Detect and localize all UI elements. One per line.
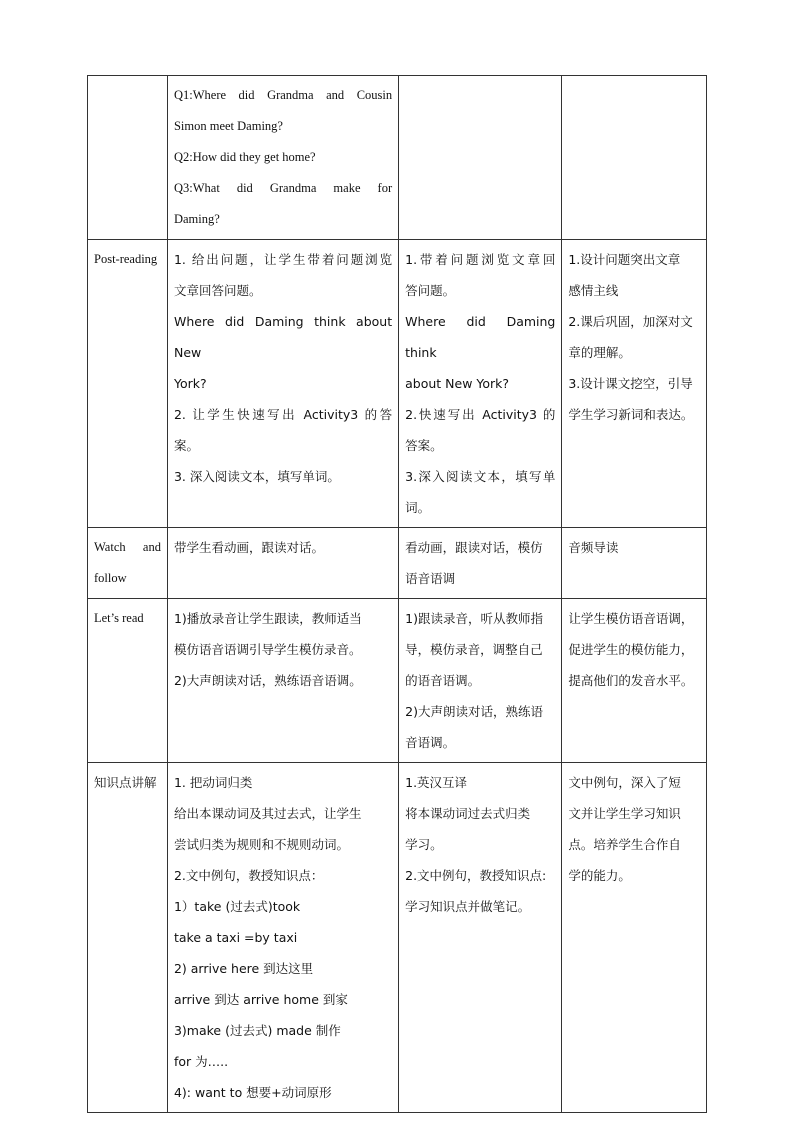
text-line: 学的能力。 xyxy=(568,868,631,883)
table-row xyxy=(88,240,707,528)
text-line: 促进学生的模仿能力， xyxy=(568,642,694,657)
design-purpose-cell xyxy=(562,240,707,528)
text-line: 3.设计课文挖空，引导 xyxy=(568,376,693,391)
stage-cell xyxy=(88,76,168,240)
teacher-activity-cell xyxy=(167,240,398,528)
text-line: 1. 把动词归类 xyxy=(173,775,253,790)
student-activity-cell xyxy=(399,76,562,240)
stage-label: 知识点讲解 xyxy=(94,775,157,790)
text-line: Where did Daming think about New xyxy=(173,314,393,360)
design-purpose-cell xyxy=(562,763,707,1113)
student-activity-cell xyxy=(399,599,562,763)
text-line: 词。 xyxy=(405,500,431,515)
text-line: Where did Daming think xyxy=(405,314,556,360)
teacher-activity-cell xyxy=(167,599,398,763)
text-line: Simon meet Daming? xyxy=(173,119,283,133)
text-line: 音频导读 xyxy=(568,540,619,555)
text-line: for 为….. xyxy=(173,1054,229,1069)
text-line: 1.带着问题浏览文章回 xyxy=(405,252,556,267)
text-line: 模仿语音语调引导学生模仿录音。 xyxy=(173,642,362,657)
text-line: take a taxi =by taxi xyxy=(173,930,298,945)
table-row xyxy=(88,76,707,240)
text-line: 语音语调 xyxy=(405,571,456,586)
text-line: 学生学习新词和表达。 xyxy=(568,407,694,422)
text-line: 1)播放录音让学生跟读，教师适当 xyxy=(173,611,362,626)
text-line: 案。 xyxy=(173,438,199,453)
text-line: 2)大声朗读对话，熟练语音语调。 xyxy=(173,673,362,688)
stage-cell xyxy=(88,240,168,528)
text-line: 3. 深入阅读文本，填写单词。 xyxy=(173,469,340,484)
text-line: 尝试归类为规则和不规则动词。 xyxy=(173,837,349,852)
text-line: 1.设计问题突出文章 xyxy=(568,252,681,267)
text-line: 看动画，跟读对话，模仿 xyxy=(405,540,543,555)
design-purpose-cell xyxy=(562,76,707,240)
text-line: 答案。 xyxy=(405,438,443,453)
text-line: 1.英汉互译 xyxy=(405,775,468,790)
student-activity-cell xyxy=(399,240,562,528)
teacher-activity-cell xyxy=(167,763,398,1113)
text-line: Q2:How did they get home? xyxy=(173,150,316,164)
text-line: Q1:Where did Grandma and Cousin xyxy=(173,88,393,102)
text-line: 1）take (过去式)took xyxy=(173,899,301,914)
text-line: 答问题。 xyxy=(405,283,456,298)
text-line: 的语音语调。 xyxy=(405,673,481,688)
stage-cell xyxy=(88,528,168,599)
text-line: 1)跟读录音，听从教师指 xyxy=(405,611,543,626)
text-line: 导，模仿录音，调整自己 xyxy=(405,642,543,657)
text-line: 文并让学生学习知识 xyxy=(568,806,681,821)
text-line: 2.快速写出 Activity3 的 xyxy=(405,407,556,422)
table-row xyxy=(88,528,707,599)
stage-cell xyxy=(88,763,168,1113)
text-line: 音语调。 xyxy=(405,735,456,750)
text-line: Q3:What did Grandma make for xyxy=(173,181,393,195)
teacher-activity-cell xyxy=(167,76,398,240)
text-line: 感情主线 xyxy=(568,283,619,298)
text-line: York? xyxy=(173,376,207,391)
text-line: 2.课后巩固，加深对文 xyxy=(568,314,693,329)
stage-cell xyxy=(88,599,168,763)
table-row xyxy=(88,763,707,1113)
text-line: 学习知识点并做笔记。 xyxy=(405,899,531,914)
stage-label: Post-reading xyxy=(94,252,158,266)
stage-label: Let’s read xyxy=(94,611,144,625)
text-line: 4): want to 想要+动词原形 xyxy=(173,1085,332,1100)
text-line: 1. 给出问题，让学生带着问题浏览 xyxy=(173,252,393,267)
text-line: 文章回答问题。 xyxy=(173,283,262,298)
text-line: 提高他们的发音水平。 xyxy=(568,673,694,688)
teacher-activity-cell xyxy=(167,528,398,599)
text-line: 点。培养学生合作自 xyxy=(568,837,681,852)
lesson-plan-table xyxy=(87,75,707,1113)
text-line: arrive 到达 arrive home 到家 xyxy=(173,992,348,1007)
text-line: 2) arrive here 到达这里 xyxy=(173,961,314,976)
text-line: 将本课动词过去式归类 xyxy=(405,806,531,821)
text-line: 文中例句，深入了短 xyxy=(568,775,681,790)
text-line: 学习。 xyxy=(405,837,443,852)
table-row xyxy=(88,599,707,763)
student-activity-cell xyxy=(399,763,562,1113)
stage-label: Watch and xyxy=(94,540,161,554)
text-line: 3.深入阅读文本，填写单 xyxy=(405,469,556,484)
text-line: 让学生模仿语音语调， xyxy=(568,611,694,626)
text-line: 给出本课动词及其过去式，让学生 xyxy=(173,806,362,821)
text-line: 2. 让学生快速写出 Activity3 的答 xyxy=(173,407,393,422)
text-line: 2.文中例句，教授知识点: xyxy=(405,868,547,883)
design-purpose-cell xyxy=(562,528,707,599)
text-line: Daming? xyxy=(173,212,220,226)
stage-label: follow xyxy=(94,571,127,585)
text-line: about New York? xyxy=(405,376,510,391)
text-line: 2)大声朗读对话，熟练语 xyxy=(405,704,543,719)
text-line: 章的理解。 xyxy=(568,345,631,360)
text-line: 3)make (过去式) made 制作 xyxy=(173,1023,341,1038)
design-purpose-cell xyxy=(562,599,707,763)
student-activity-cell xyxy=(399,528,562,599)
text-line: 带学生看动画，跟读对话。 xyxy=(173,540,324,555)
text-line: 2.文中例句，教授知识点： xyxy=(173,868,324,883)
